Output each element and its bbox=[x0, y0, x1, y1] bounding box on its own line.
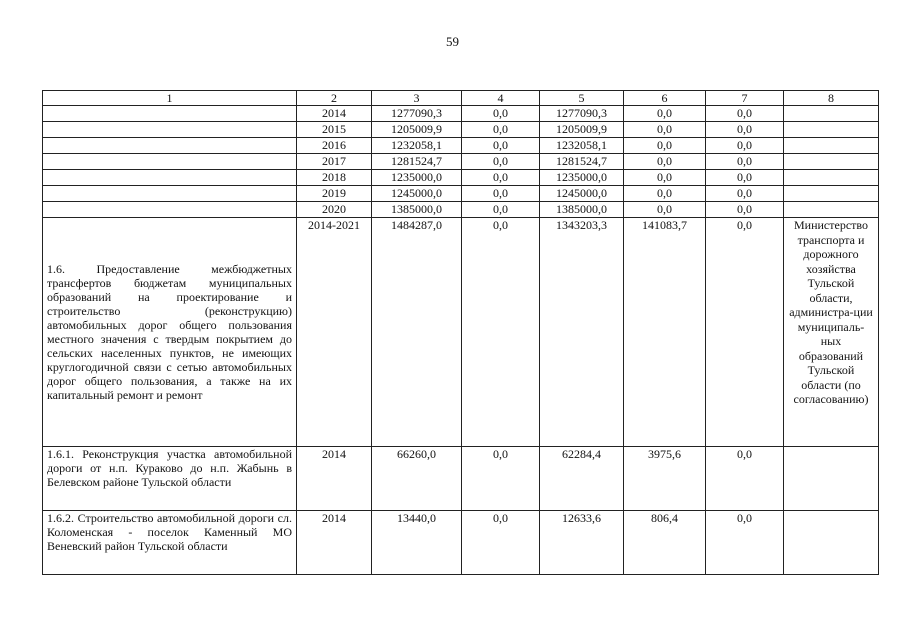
year-row bbox=[43, 106, 879, 122]
period-cell: 2014 bbox=[297, 447, 372, 511]
total-cell: 1205009,9 bbox=[372, 122, 462, 138]
col5-cell: 1281524,7 bbox=[540, 154, 624, 170]
responsible-cell bbox=[784, 186, 879, 202]
col7-cell: 0,0 bbox=[706, 170, 784, 186]
total-cell: 1235000,0 bbox=[372, 170, 462, 186]
year-cell: 2019 bbox=[297, 186, 372, 202]
header-cell-2: 2 bbox=[297, 91, 372, 106]
header-cell-4: 4 bbox=[462, 91, 540, 106]
description-cell bbox=[43, 138, 297, 154]
period-cell: 2014 bbox=[297, 511, 372, 575]
responsible-executor bbox=[784, 447, 879, 511]
col5-cell: 1343203,3 bbox=[540, 218, 624, 447]
measure-row-1-6-2 bbox=[43, 511, 879, 575]
page-number: 59 bbox=[446, 34, 459, 49]
year-cell: 2018 bbox=[297, 170, 372, 186]
header-cell-8: 8 bbox=[784, 91, 879, 106]
col5-cell: 1277090,3 bbox=[540, 106, 624, 122]
year-row bbox=[43, 186, 879, 202]
header-cell-1: 1 bbox=[43, 91, 297, 106]
col4-cell: 0,0 bbox=[462, 202, 540, 218]
col7-cell: 0,0 bbox=[706, 447, 784, 511]
measure-row-1-6-1 bbox=[43, 447, 879, 511]
year-row bbox=[43, 202, 879, 218]
col6-cell: 0,0 bbox=[624, 122, 706, 138]
measure-description: 1.6. Предоставление межбюджетных трансфертов бюджетам муниципальных образований на проектирование и строительство (реконструкцию) автомобильных дорог общего пользования местного значения с твердым покрытием до сельских населенных пунктов, не имеющих круглогодичной связи с сетью автомобильных дорог общего пользования, а также на их капитальный ремонт и ремонт bbox=[43, 218, 297, 447]
year-cell: 2015 bbox=[297, 122, 372, 138]
col4-cell: 0,0 bbox=[462, 106, 540, 122]
year-row bbox=[43, 154, 879, 170]
description-cell bbox=[43, 154, 297, 170]
col7-cell: 0,0 bbox=[706, 154, 784, 170]
header-cell-5: 5 bbox=[540, 91, 624, 106]
description-cell bbox=[43, 122, 297, 138]
responsible-cell bbox=[784, 138, 879, 154]
col7-cell: 0,0 bbox=[706, 202, 784, 218]
measure-description: 1.6.1. Реконструкция участка автомобильной дороги от н.п. Кураково до н.п. Жабынь в Белевском районе Тульской области bbox=[43, 447, 297, 511]
responsible-cell bbox=[784, 170, 879, 186]
col6-cell: 0,0 bbox=[624, 154, 706, 170]
header-cell-3: 3 bbox=[372, 91, 462, 106]
description-cell bbox=[43, 170, 297, 186]
total-cell: 1232058,1 bbox=[372, 138, 462, 154]
col7-cell: 0,0 bbox=[706, 106, 784, 122]
col7-cell: 0,0 bbox=[706, 218, 784, 447]
total-cell: 1245000,0 bbox=[372, 186, 462, 202]
col7-cell: 0,0 bbox=[706, 122, 784, 138]
col6-cell: 0,0 bbox=[624, 106, 706, 122]
col5-cell: 1235000,0 bbox=[540, 170, 624, 186]
header-cell-6: 6 bbox=[624, 91, 706, 106]
year-cell: 2014 bbox=[297, 106, 372, 122]
col5-cell: 1245000,0 bbox=[540, 186, 624, 202]
col5-cell: 1232058,1 bbox=[540, 138, 624, 154]
responsible-cell bbox=[784, 106, 879, 122]
col6-cell: 0,0 bbox=[624, 138, 706, 154]
header-row bbox=[43, 91, 879, 106]
description-cell bbox=[43, 202, 297, 218]
col4-cell: 0,0 bbox=[462, 218, 540, 447]
description-cell bbox=[43, 106, 297, 122]
total-cell: 66260,0 bbox=[372, 447, 462, 511]
total-cell: 1277090,3 bbox=[372, 106, 462, 122]
col6-cell: 806,4 bbox=[624, 511, 706, 575]
year-cell: 2016 bbox=[297, 138, 372, 154]
col4-cell: 0,0 bbox=[462, 186, 540, 202]
measure-row-1-6 bbox=[43, 218, 879, 447]
col4-cell: 0,0 bbox=[462, 170, 540, 186]
year-cell: 2020 bbox=[297, 202, 372, 218]
col6-cell: 3975,6 bbox=[624, 447, 706, 511]
total-cell: 1385000,0 bbox=[372, 202, 462, 218]
measure-description: 1.6.2. Строительство автомобильной дороги сл. Коломенская - поселок Каменный МО Веневский район Тульской области bbox=[43, 511, 297, 575]
col5-cell: 1205009,9 bbox=[540, 122, 624, 138]
total-cell: 13440,0 bbox=[372, 511, 462, 575]
col4-cell: 0,0 bbox=[462, 511, 540, 575]
col6-cell: 0,0 bbox=[624, 170, 706, 186]
budget-table bbox=[42, 90, 879, 575]
col7-cell: 0,0 bbox=[706, 186, 784, 202]
total-cell: 1484287,0 bbox=[372, 218, 462, 447]
col4-cell: 0,0 bbox=[462, 122, 540, 138]
year-cell: 2017 bbox=[297, 154, 372, 170]
col4-cell: 0,0 bbox=[462, 447, 540, 511]
col4-cell: 0,0 bbox=[462, 154, 540, 170]
col5-cell: 12633,6 bbox=[540, 511, 624, 575]
period-cell: 2014-2021 bbox=[297, 218, 372, 447]
year-row bbox=[43, 138, 879, 154]
responsible-cell bbox=[784, 202, 879, 218]
col7-cell: 0,0 bbox=[706, 138, 784, 154]
responsible-cell bbox=[784, 154, 879, 170]
header-cell-7: 7 bbox=[706, 91, 784, 106]
total-cell: 1281524,7 bbox=[372, 154, 462, 170]
year-row bbox=[43, 122, 879, 138]
col5-cell: 62284,4 bbox=[540, 447, 624, 511]
col6-cell: 0,0 bbox=[624, 186, 706, 202]
responsible-cell bbox=[784, 122, 879, 138]
description-cell bbox=[43, 186, 297, 202]
responsible-executor: Министерство транспорта и дорожного хозяйства Тульской области, администра-ции муниципаль-ных образований Тульской области (по согласованию) bbox=[784, 218, 879, 447]
year-row bbox=[43, 170, 879, 186]
col6-cell: 0,0 bbox=[624, 202, 706, 218]
responsible-executor bbox=[784, 511, 879, 575]
col4-cell: 0,0 bbox=[462, 138, 540, 154]
col7-cell: 0,0 bbox=[706, 511, 784, 575]
col5-cell: 1385000,0 bbox=[540, 202, 624, 218]
col6-cell: 141083,7 bbox=[624, 218, 706, 447]
